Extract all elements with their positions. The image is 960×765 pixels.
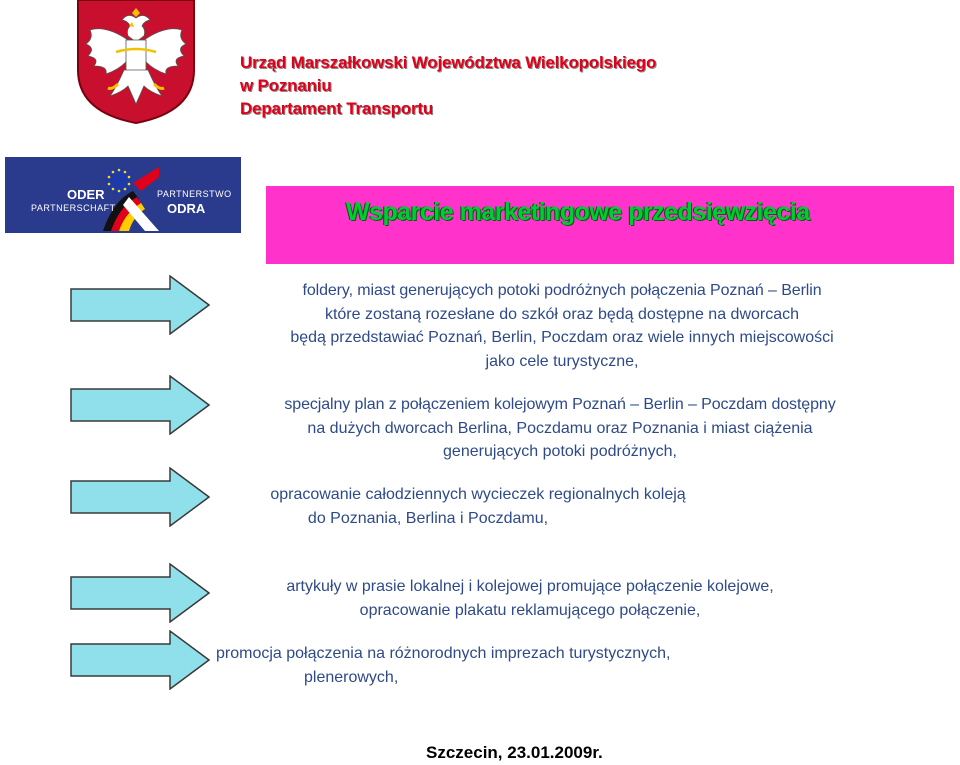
header-line-3: Departament Transportu bbox=[240, 99, 434, 118]
arrow-icon bbox=[70, 375, 210, 435]
logo-odra-text: ODRA bbox=[167, 201, 206, 216]
banner-title: Wsparcie marketingowe przedsięwzięcia bbox=[346, 198, 810, 226]
item-line: generujących potoki podróżnych, bbox=[443, 443, 677, 460]
item-line: specjalny plan z połączeniem kolejowym Poznań – Berlin – Poczdam dostępny bbox=[284, 396, 836, 413]
title-banner bbox=[266, 186, 954, 264]
item-line: opracowanie całodziennych wycieczek regionalnych koleją bbox=[270, 486, 686, 503]
logo-partnerschaft-text: PARTNERSCHAFT bbox=[31, 203, 116, 213]
logo-partnerstwo-text: PARTNERSTWO bbox=[157, 189, 232, 199]
item-line: artykuły w prasie lokalnej i kolejowej promujące połączenie kolejowe, bbox=[286, 578, 774, 595]
item-line: promocja połączenia na różnorodnych imprezach turystycznych, bbox=[216, 645, 671, 662]
coat-of-arms-logo bbox=[76, 0, 196, 124]
arrow-icon bbox=[70, 467, 210, 527]
arrow-icon bbox=[70, 630, 210, 690]
item-line: foldery, miast generujących potoki podróżnych połączenia Poznań – Berlin bbox=[302, 282, 822, 299]
bullet-item-2 bbox=[200, 393, 920, 464]
oder-partnership-logo bbox=[5, 157, 241, 233]
arrow-icon bbox=[70, 275, 210, 335]
arrow-icon bbox=[70, 563, 210, 623]
footer-date: Szczecin, 23.01.2009r. bbox=[426, 743, 603, 762]
logo-oder-text: ODER bbox=[67, 187, 105, 202]
item-line: na dużych dworcach Berlina, Poczdamu oraz Poznania i miast ciążenia bbox=[307, 419, 813, 437]
bullet-item-5 bbox=[216, 642, 816, 689]
bullet-item-3 bbox=[198, 483, 758, 530]
bullet-item-4 bbox=[210, 575, 850, 622]
item-line: opracowanie plakatu reklamującego połączenie, bbox=[359, 601, 701, 619]
item-line: będą przedstawiać Poznań, Berlin, Poczdam oraz wiele innych miejscowości bbox=[290, 329, 834, 346]
item-line: jako cele turystyczne, bbox=[485, 352, 639, 370]
bullet-item-1 bbox=[212, 279, 912, 373]
item-line: plenerowych, bbox=[304, 668, 399, 686]
item-line: do Poznania, Berlina i Poczdamu, bbox=[307, 509, 549, 527]
item-line: które zostaną rozesłane do szkół oraz będą dostępne na dworcach bbox=[324, 305, 800, 323]
header-line-2: w Poznaniu bbox=[240, 76, 332, 95]
header-line-1: Urząd Marszałkowski Województwa Wielkopolskiego bbox=[240, 53, 657, 72]
